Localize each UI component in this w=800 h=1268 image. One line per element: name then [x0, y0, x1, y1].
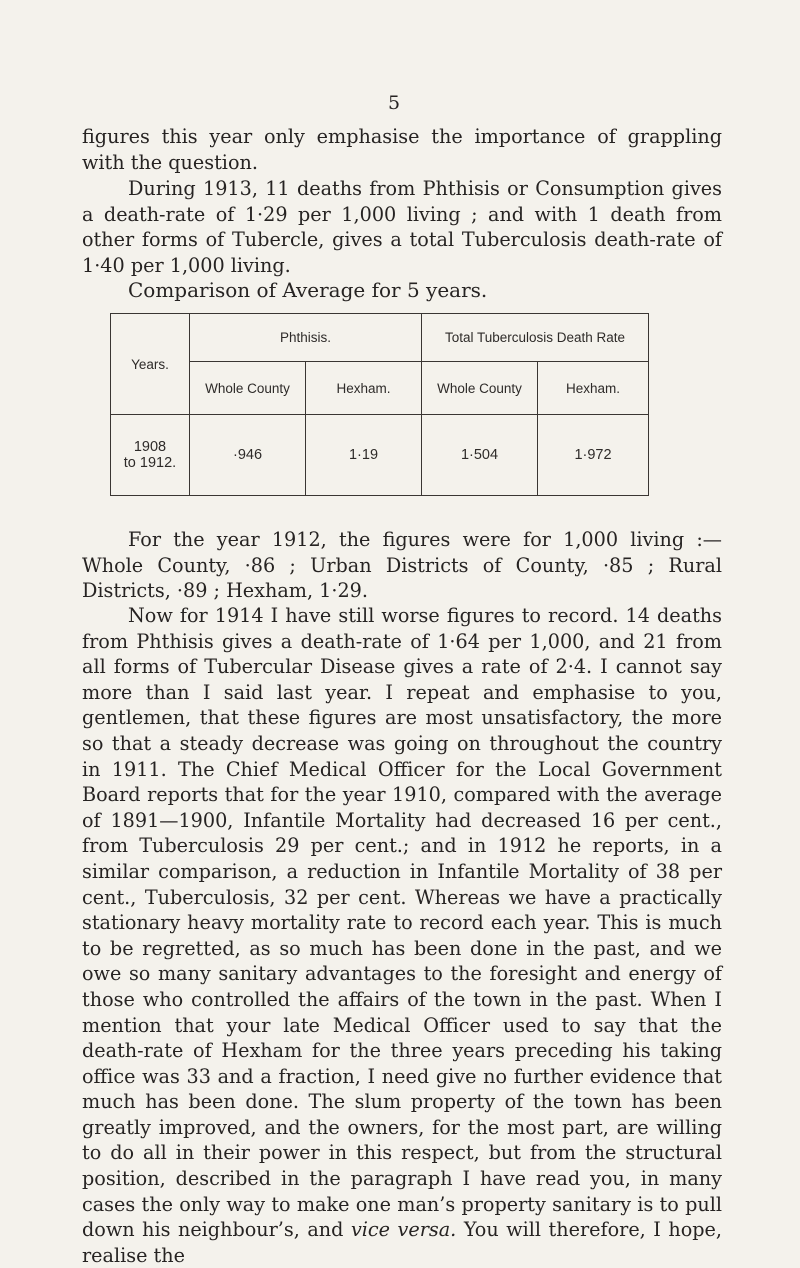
- subheader-hexham-phthisis: Hexham.: [306, 362, 422, 415]
- header-years: Years.: [111, 314, 190, 415]
- cell-total-whole-county: 1·504: [422, 415, 538, 496]
- paragraph-2: [82, 176, 722, 278]
- header-total-tuberculosis: Total Tuberculosis Death Rate: [422, 314, 649, 362]
- comparison-table: [110, 313, 649, 496]
- cell-years: [111, 415, 190, 496]
- table-row: [111, 415, 649, 496]
- header-phthisis: Phthisis.: [190, 314, 422, 362]
- paragraph-3-text: For the year 1912, the figures were for 1,000 living :— Whole County, ·86 ; Urban Districts of County, ·85 ; Rural Districts, ·89 ; Hexham, 1·29.: [82, 528, 722, 603]
- paragraph-1-text: figures this year only emphasise the importance of grappling with the question.: [82, 125, 722, 174]
- cell-phthisis-hexham: 1·19: [306, 415, 422, 496]
- paragraph-4-end: You will therefore, I hope, realise the: [82, 1218, 723, 1267]
- table-caption: Comparison of Average for 5 years.: [128, 278, 488, 302]
- paragraph-4: [82, 603, 722, 1268]
- paragraph-1: [82, 124, 722, 175]
- subheader-whole-county-phthisis: Whole County: [190, 362, 306, 415]
- cell-phthisis-whole-county: ·946: [190, 415, 306, 496]
- cell-total-hexham: 1·972: [538, 415, 649, 496]
- paragraph-4-main: Now for 1914 I have still worse figures to record. 14 deaths from Phthisis gives a death-rate of 1·64 per 1,000, and 21 from all forms of Tubercular Disease gives a rate of 2·4. I cannot say more than I said last year. I repeat and emphasise to you, gentlemen, that these figures are most unsatisfactory, the more so that a steady decrease was going on throughout the country in 1911. The Chief Medical Officer for the Local Government Board reports that for the year 1910, compared with the average of 1891—1900, Infantile Mortality had decreased 16 per cent., from Tuberculosis 29 per cent.; and in 1912 he reports, in a similar comparison, a reduction in Infantile Mortality of 38 per cent., Tuberculosis, 32 per cent. Whereas we have a practically stationary heavy mortality rate to record each year. This is much to be regretted, as so much has been done in the past, and we owe so many sanitary advantages to the foresight and energy of those who controlled the affairs of the town in the past. When I mention that your late Medical Officer used to say that the death-rate of Hexham for the three years preceding his taking office was 33 and a fraction, I need give no further evidence that much has been done. The slum property of the town has been greatly improved, and the owners, for the most part, are willing to do all in their power in this respect, but from the structural position, described in the paragraph I have read you, in many cases the only way to make one man’s property sanitary is to pull down his neighbour’s, and: [82, 604, 722, 1242]
- paragraph-4-text: [82, 603, 722, 1268]
- subheader-whole-county-total: Whole County: [422, 362, 538, 415]
- page-number: 5: [388, 92, 401, 114]
- subheader-hexham-total: Hexham.: [538, 362, 649, 415]
- years-line-1: 1908: [133, 439, 167, 455]
- paragraph-3: [82, 527, 722, 604]
- years-line-2: to 1912.: [123, 455, 177, 471]
- paragraph-2-text: During 1913, 11 deaths from Phthisis or Consumption gives a death-rate of 1·29 per 1,000 living ; and with 1 death from other forms of Tubercle, gives a total Tuberculosis death-rate of 1·40 per 1,000 living.: [82, 177, 722, 277]
- paragraph-4-italic: vice versa.: [350, 1218, 457, 1242]
